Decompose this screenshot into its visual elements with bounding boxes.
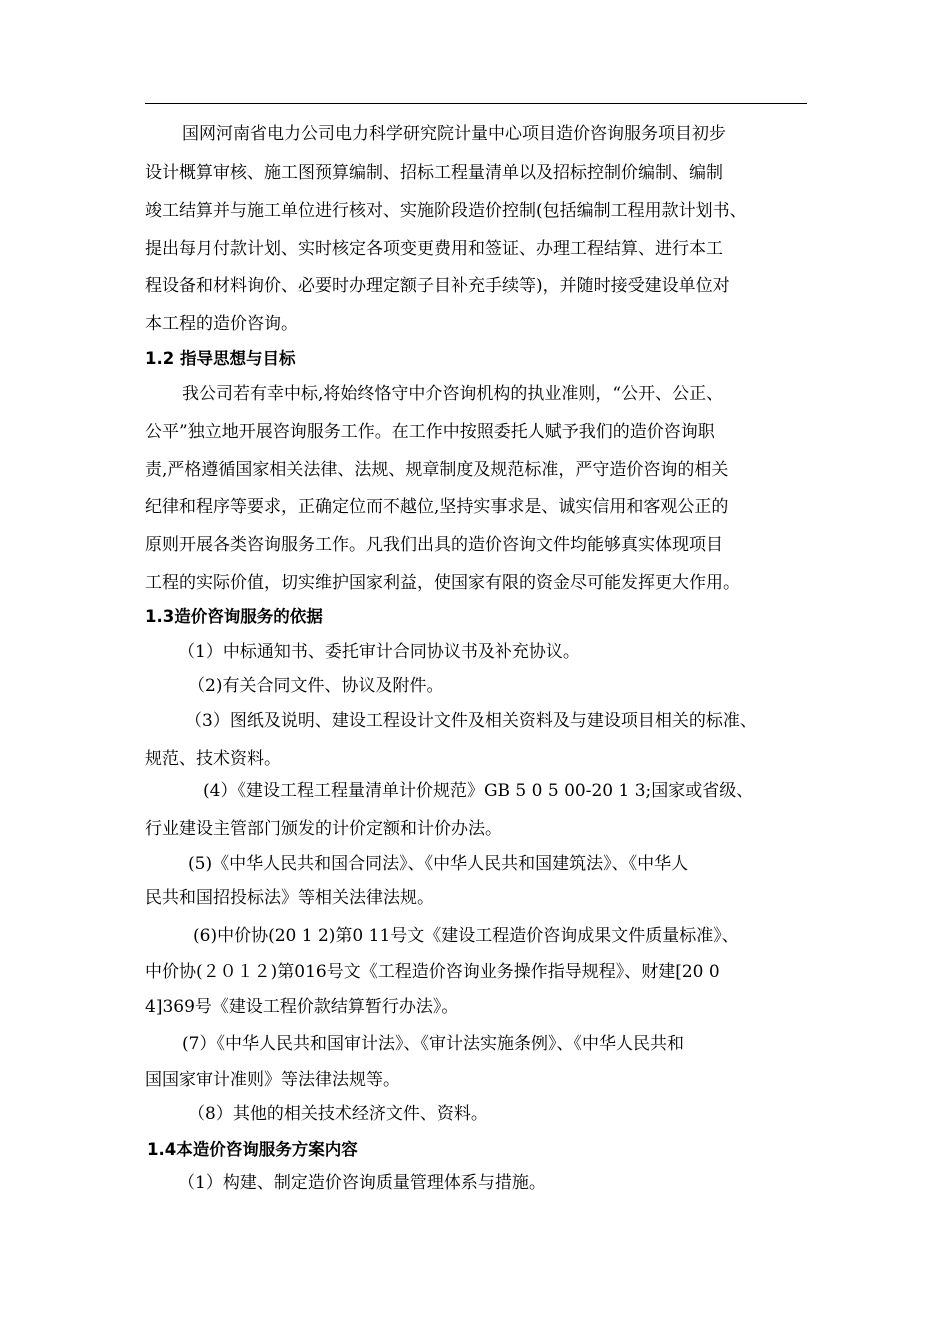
list-item-continuation: 国国家审计准则》等法律法规等。 [145, 1070, 400, 1090]
paragraph-line: 责,严格遵循国家相关法律、法规、规章制度及规范标准，严守造价咨询的相关 [145, 460, 729, 480]
paragraph-line: 提出每月付款计划、实时核定各项变更费用和签证、办理工程结算、进行本工 [145, 239, 723, 259]
list-item: （3）图纸及说明、建设工程设计文件及相关资料及与建设项目相关的标准、 [185, 711, 757, 731]
list-item: (5)《中华人民共和国合同法》、《中华人民共和国建筑法》、《中华人 [188, 854, 689, 874]
list-item: (4）《建设工程工程量清单计价规范》GB 5 0 5 00-20 1 3;国家或省级、 [203, 781, 754, 801]
list-item: (7）《中华人民共和国审计法》、《审计法实施条例》、《中华人民共和 [182, 1034, 684, 1054]
list-item: （1）构建、制定造价咨询质量管理体系与措施。 [178, 1173, 546, 1193]
list-item-continuation: 中价协(２０１２)第016号文《工程造价咨询业务操作指导规程》、财建[20 0 [145, 962, 720, 982]
paragraph-line: 公平”独立地开展咨询服务工作。在工作中按照委托人赋予我们的造价咨询职 [145, 422, 715, 442]
list-item-continuation: 行业建设主管部门颁发的计价定额和计价办法。 [145, 819, 502, 839]
paragraph-line: 我公司若有幸中标,将始终恪守中介咨询机构的执业准则，“公开、公正、 [182, 384, 724, 404]
header-rule [145, 103, 807, 104]
section-heading: 1.2 指导思想与目标 [145, 349, 296, 368]
paragraph-line: 本工程的造价咨询。 [145, 314, 298, 334]
list-item: （2)有关合同文件、协议及附件。 [188, 676, 444, 696]
paragraph-line: 国网河南省电力公司电力科学研究院计量中心项目造价咨询服务项目初步 [182, 124, 726, 144]
list-item: （8）其他的相关技术经济文件、资料。 [188, 1104, 488, 1124]
list-item-continuation: 规范、技术资料。 [145, 749, 281, 769]
paragraph-line: 纪律和程序等要求，正确定位而不越位,坚持实事求是、诚实信用和客观公正的 [145, 497, 729, 517]
list-item: (6)中价协(20 1 2)第0 11号文《建设工程造价咨询成果文件质量标准》、 [193, 926, 739, 946]
section-heading: 1.4本造价咨询服务方案内容 [147, 1140, 358, 1159]
paragraph-line: 原则开展各类咨询服务工作。凡我们出具的造价咨询文件均能够真实体现项目 [145, 535, 723, 555]
paragraph-line: 设计概算审核、施工图预算编制、招标工程量清单以及招标控制价编制、编制 [145, 163, 723, 183]
list-item: （1）中标通知书、委托审计合同协议书及补充协议。 [178, 642, 580, 662]
paragraph-line: 工程的实际价值，切实维护国家利益，使国家有限的资金尽可能发挥更大作用。 [145, 573, 740, 593]
section-heading: 1.3造价咨询服务的依据 [145, 607, 323, 626]
paragraph-line: 程设备和材料询价、必要时办理定额子目补充手续等)，并随时接受建设单位对 [145, 276, 730, 296]
list-item-continuation: 4]369号《建设工程价款结算暂行办法》。 [145, 997, 459, 1017]
list-item-continuation: 民共和国招投标法》等相关法律法规。 [145, 888, 434, 908]
paragraph-line: 竣工结算并与施工单位进行核对、实施阶段造价控制(包括编制工程用款计划书、 [145, 201, 747, 221]
